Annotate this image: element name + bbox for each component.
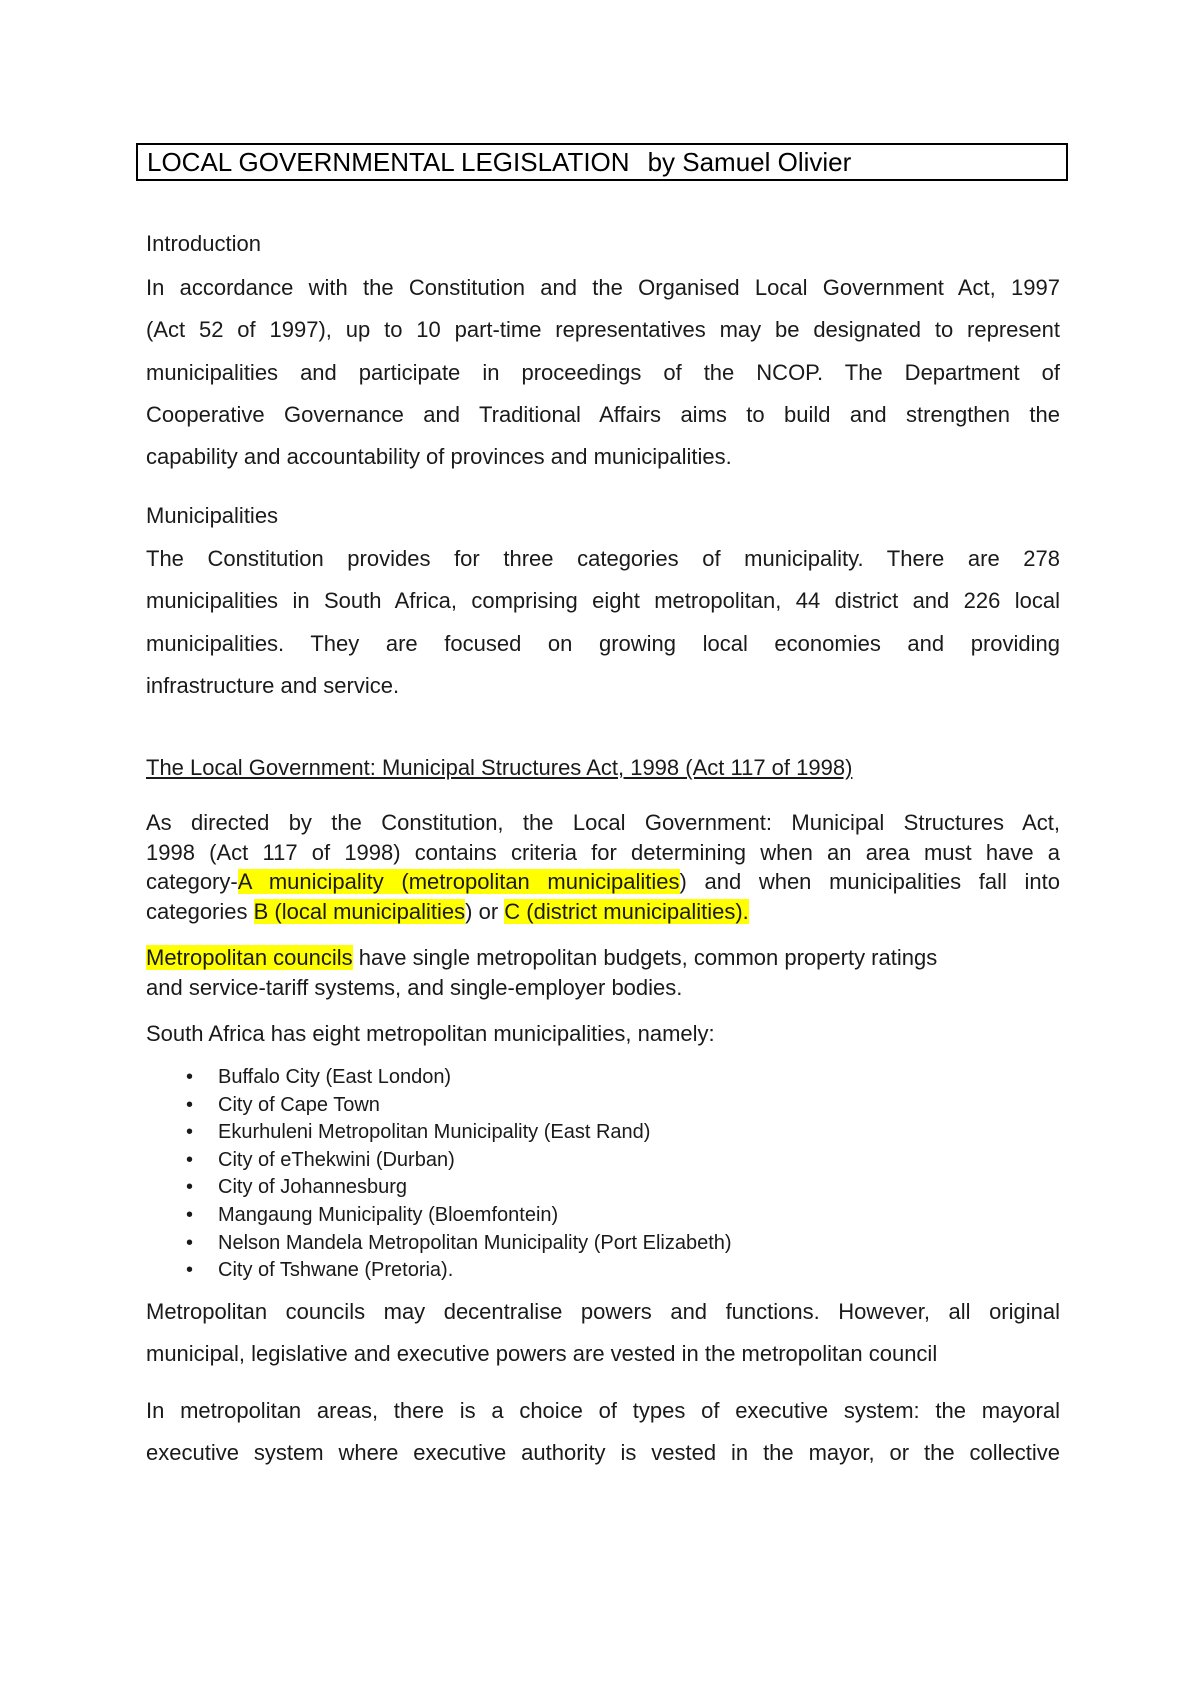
structures-act-heading: The Local Government: Municipal Structures Act, 1998 (Act 117 of 1998) (146, 755, 853, 780)
metro-list (146, 1064, 1060, 1285)
list-item (146, 1202, 1060, 1230)
list-item (146, 1092, 1060, 1120)
list-item-text: Buffalo City (East London) (218, 1066, 452, 1088)
intro-heading: Introduction (146, 231, 261, 256)
document-author: by Samuel Olivier (647, 147, 852, 177)
structures-act-line: 1998 (Act 117 of 1998) contains criteria for determining when an area must have a (146, 839, 1060, 865)
bullet: • (186, 1259, 194, 1282)
bullet: • (186, 1066, 194, 1088)
intro-line: capability and accountability of provinces and municipalities. (146, 444, 732, 470)
intro-line: Cooperative Governance and Traditional Affairs aims to build and strengthen the (146, 401, 1060, 427)
intro-line: In accordance with the Constitution and the Organised Local Government Act, 1997 (146, 275, 1060, 300)
intro-line: (Act 52 of 1997), up to 10 part-time representatives may be designated to represent (146, 317, 1060, 343)
intro-paragraph (146, 267, 1060, 478)
metro-councils-line: and service-tariff systems, and single-employer bodies. (146, 974, 683, 1000)
metro-councils-paragraph (146, 943, 1060, 1002)
municipalities-line: The Constitution provides for three categories of municipality. There are 278 (146, 546, 1060, 571)
bullet: • (186, 1148, 194, 1171)
list-item-text: City of eThekwini (Durban) (218, 1148, 455, 1171)
text-run: ) or (465, 898, 505, 924)
text-run: category- (146, 869, 238, 894)
metro-list-intro: South Africa has eight metropolitan municipalities, namely: (146, 1021, 715, 1046)
executive-paragraph (146, 1390, 1060, 1475)
list-item (146, 1064, 1060, 1092)
decentralise-line: municipal, legislative and executive powers are vested in the metropolitan council (146, 1341, 938, 1367)
text-run: ) and when municipalities fall into (679, 869, 1061, 894)
municipalities-paragraph (146, 538, 1060, 707)
text-run: categories (146, 898, 254, 924)
municipalities-line: municipalities in South Africa, comprising eight metropolitan, 44 district and 226 local (146, 588, 1060, 614)
list-item (146, 1147, 1060, 1175)
municipalities-line: infrastructure and service. (146, 672, 400, 698)
highlighted-text: B (local municipalities (253, 898, 466, 924)
structures-act-line: As directed by the Constitution, the Local Government: Municipal Structures Act, (146, 810, 1060, 835)
structures-act-line (146, 897, 1060, 927)
executive-line: executive system where executive authority is vested in the mayor, or the collective (146, 1440, 1060, 1466)
municipalities-line: municipalities. They are focused on growing local economies and providing (146, 630, 1060, 656)
list-item (146, 1230, 1060, 1258)
bullet: • (186, 1231, 194, 1254)
list-item-text: City of Cape Town (218, 1093, 380, 1116)
list-item (146, 1119, 1060, 1147)
highlighted-text: A municipality (metropolitan municipalities (237, 869, 680, 894)
document-title: LOCAL GOVERNMENTAL LEGISLATION (147, 147, 630, 177)
list-item (146, 1257, 1060, 1285)
municipalities-heading: Municipalities (146, 503, 279, 528)
list-item-text: City of Johannesburg (218, 1176, 408, 1199)
structures-act-line (146, 867, 1060, 897)
metro-councils-line (146, 943, 1060, 973)
list-item-text: Ekurhuleni Metropolitan Municipality (East Rand) (218, 1121, 651, 1144)
executive-line: In metropolitan areas, there is a choice of types of executive system: the mayoral (146, 1398, 1060, 1423)
bullet: • (186, 1121, 194, 1144)
decentralise-line: Metropolitan councils may decentralise powers and functions. However, all original (146, 1299, 1060, 1324)
bullet: • (186, 1093, 194, 1116)
highlighted-text: Metropolitan councils (146, 945, 353, 970)
list-item-text: Nelson Mandela Metropolitan Municipality (Port Elizabeth) (218, 1231, 732, 1254)
highlighted-text: C (district municipalities). (504, 898, 749, 924)
bullet: • (186, 1176, 194, 1199)
text-run: have single metropolitan budgets, common property ratings (352, 945, 938, 970)
title-box (136, 143, 1068, 181)
list-item (146, 1174, 1060, 1202)
decentralise-paragraph (146, 1291, 1060, 1376)
structures-act-paragraph (146, 808, 1060, 926)
bullet: • (186, 1203, 194, 1226)
intro-line: municipalities and participate in proceedings of the NCOP. The Department of (146, 359, 1060, 385)
list-item-text: City of Tshwane (Pretoria). (218, 1259, 454, 1282)
list-item-text: Mangaung Municipality (Bloemfontein) (218, 1203, 559, 1226)
